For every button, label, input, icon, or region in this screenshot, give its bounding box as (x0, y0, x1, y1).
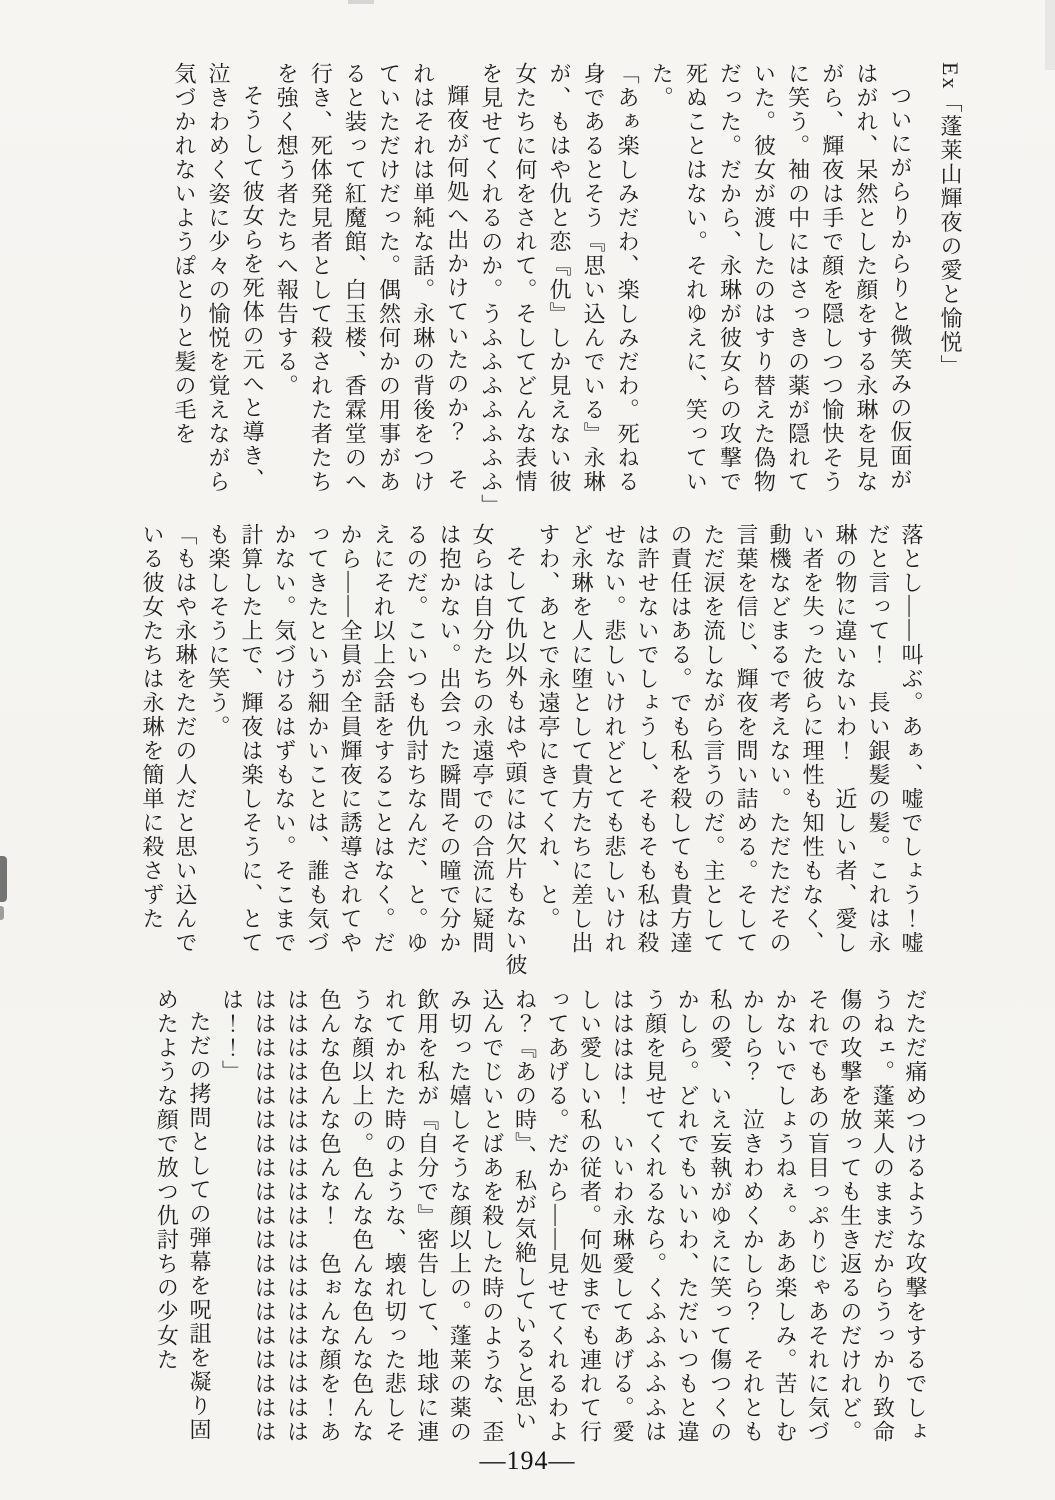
text-band-middle (136, 523, 928, 977)
scan-edge-mark (348, 0, 374, 4)
text-band-top (167, 62, 967, 518)
paragraph-dialogue: 「もはや永琳をただの人だと思い込んでいる彼女たちは永琳を簡単に殺さずた (140, 523, 198, 955)
paragraph: ただの拷問としての弾幕を呪詛を凝り固めたような顔で放つ仇討ちの少女た (154, 988, 212, 1442)
paragraph-continuation: 落とし――叫ぶ。あぁ、嘘でしょう！嘘だと言って！ 長い銀髪の髪。これは永琳の物に違いないわ！ 近しい者、愛しい者を失った彼らに理性も知性もなく、動機などまるで考えない。ただただその言葉を信じ、輝夜を問い詰める。そしてただ涙を流しながら言うのだ。主としての責任はある。でも私を殺しても貴方達は許せないでしょうし、そもそも私は殺せない。悲しいけれどとても悲しいけれど永琳を人に堕として貴方たちに差し出すわ、あとで永遠亭にきてくれ、と。 (536, 523, 924, 955)
scan-edge-shadow (1045, 0, 1055, 70)
scan-smudge (0, 856, 7, 902)
paragraph-dialogue: 「あぁ楽しみだわ、楽しみだわ。死ねる身であるとそう『思い込んでいる』永琳が、もはや仇と恋『仇』しか見えない彼女たちに何をされて。そしてどんな表情を見せてくれるのか。うふふふふふふふ」 (478, 62, 641, 518)
paragraph: そうして彼女らを死体の元へと導き、泣きわめく姿に少々の愉悦を覚えながら気づかれないようぽとりと髪の毛を (171, 62, 266, 494)
paragraph-dialogue-continuation: だただ痛めつけるような攻撃をするでしょうねェ。蓬莱人のままだからうっかり致命傷の攻撃を放っても生き返るのだけれど。それでもあの盲目っぷりじゃあそれに気づかないでしょうねぇ。ああ楽しみ。苦しむかしら？ 泣きわめくかしら？ それとも私の愛、いえ妄執がゆえに笑って傷つくのかしら。どれでもいいわ、ただいつもと違う顔を見せてくれるなら。くふふふふふははははは！ いいわ永琳愛してあげる。愛しい愛しい私の従者。何処までも連れて行ってあげる。だから――見せてくれるわよね？『あの時』、私が気絶していると思い込んでじいとばあを殺した時のような、歪み切った嬉しそうな顔以上の。蓬莱の薬の飲用を私が『自分で』密告して、地球に連れてかれた時のような、壊れ切った悲しそうな顔以上の。色んな色んな色んな色んな色んな色んな色んな！ 色ぉんな顔を！あははははははははははははははははははははははははははははははははははははははは！！」 (219, 988, 928, 1444)
paragraph: ついにがらりからりと微笑みの仮面がはがれ、呆然とした顔をする永琳を見ながら、輝夜は手で顔を隠しつつ愉快そうに笑う。袖の中にはさっきの薬が隠れていた。彼女が渡したのはすり替えた偽物だった。だから、永琳が彼女らの攻撃で死ぬことはない。それゆえに、笑っていた。 (649, 62, 913, 494)
section-heading: Ex「蓬莱山輝夜の愛と愉悦」 (938, 62, 963, 379)
scan-smudge (0, 906, 4, 920)
paragraph: 輝夜が何処へ出かけていたのか？ それはそれは単純な話。永琳の背後をつけていただけだった。偶然何かの用事があると装って紅魔館、白玉楼、香霖堂のへ行き、死体発見者として殺された者たちを強く想う者たちへ報告する。 (274, 62, 470, 494)
text-band-bottom (150, 988, 931, 1446)
paragraph: そして仇以外もはや頭には欠片もない彼女らは自分たちの永遠亭での合流に疑問は抱かない。出会った瞬間その瞳で分かるのだ。こいつも仇討ちなんだ、と。ゆえにそれ以上会話をすることはなく。だから――全員が全員輝夜に誘導されてやってきたという細かいことは、誰も気づかない。気づけるはずもない。そこまで計算した上で、輝夜は楽しそうに、とても楽しそうに笑う。 (206, 523, 528, 977)
page-number: ―194― (479, 1446, 576, 1475)
